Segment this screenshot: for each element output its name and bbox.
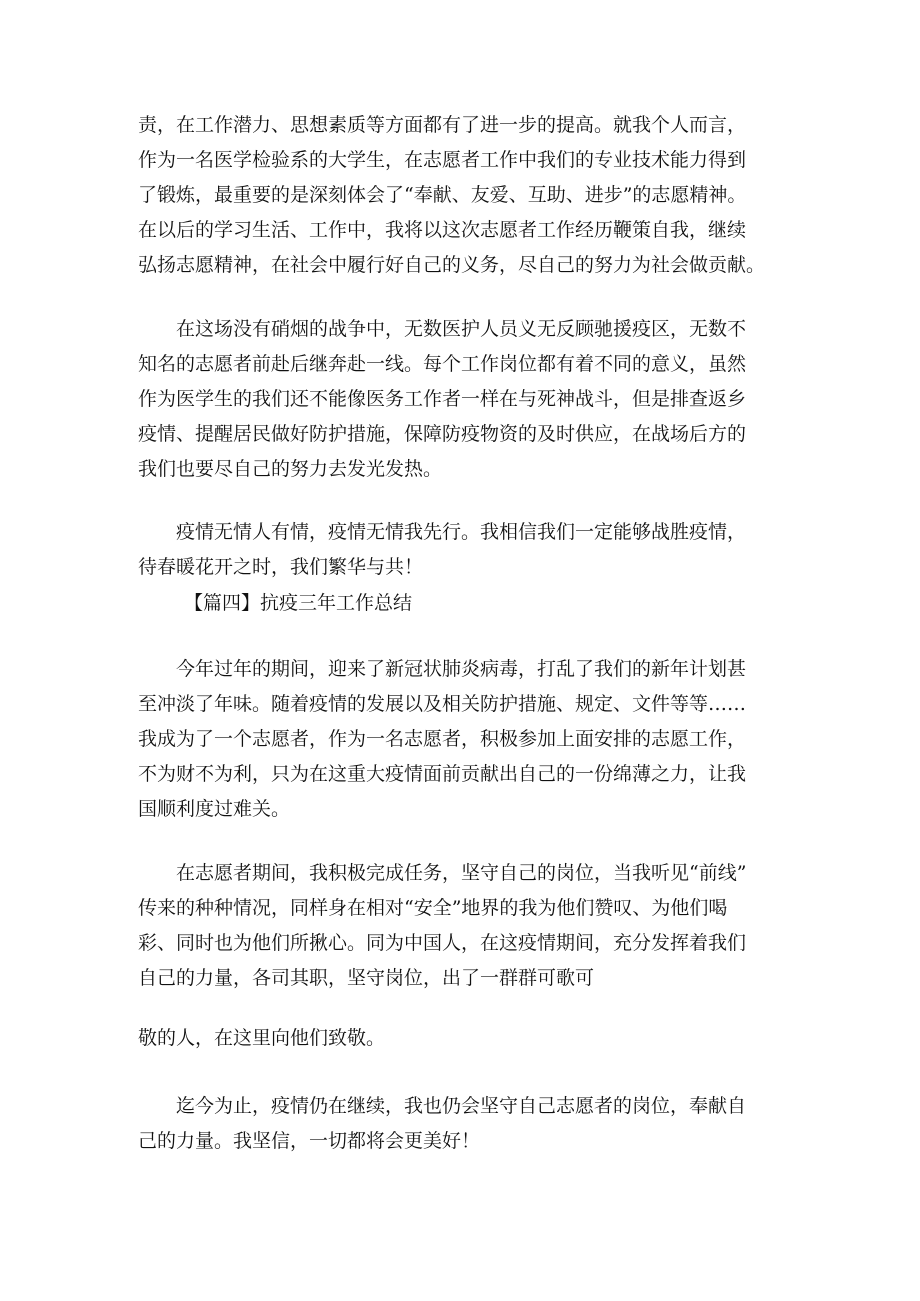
paragraph-spring-hope: [138, 515, 746, 585]
text-line: 了锻炼，最重要的是深刻体会了“奉献、友爱、互助、进步”的志愿精神。: [138, 184, 747, 206]
text-line: 在以后的学习生活、工作中，我将以这次志愿者工作经历鞭策自我，继续: [138, 219, 747, 241]
text-line: 敬的人，在这里向他们致敬。: [138, 1027, 386, 1049]
text-line: 责，在工作潜力、思想素质等方面都有了进一步的提高。就我个人而言，: [138, 114, 747, 136]
paragraph-volunteer-period: [138, 856, 746, 996]
text-line: 彩、同时也为他们所揪心。同为中国人，在这疫情期间，充分发挥着我们: [138, 932, 747, 954]
paragraph-conclusion: [138, 1089, 746, 1159]
text-line: 迄今为止，疫情仍在继续，我也仍会坚守自己志愿者的岗位，奉献自: [176, 1095, 747, 1117]
text-line: 疫情无情人有情，疫情无情我先行。我相信我们一定能够战胜疫情，: [176, 521, 747, 543]
text-line: 我成为了一个志愿者，作为一名志愿者，积极参加上面安排的志愿工作，: [138, 728, 747, 750]
text-line: 己的力量。我坚信，一切都将会更美好！: [138, 1130, 481, 1152]
text-line: 至冲淡了年味。随着疫情的发展以及相关防护措施、规定、文件等等……: [138, 693, 747, 715]
section-heading: 【篇四】抗疫三年工作总结: [184, 592, 413, 614]
paragraph-volunteer-reflection: [138, 108, 765, 283]
text-line: 弘扬志愿精神，在社会中履行好自己的义务，尽自己的努力为社会做贡献。: [138, 254, 766, 276]
text-line: 自己的力量，各司其职，坚守岗位，出了一群群可歌可: [138, 967, 595, 989]
paragraph-tribute: [138, 1021, 385, 1056]
paragraph-new-year: [138, 652, 746, 827]
text-line: 国顺利度过难关。: [138, 798, 291, 820]
text-line: 今年过年的期间，迎来了新冠状肺炎病毒，打乱了我们的新年计划甚: [176, 658, 747, 680]
text-line: 传来的种种情况，同样身在相对“安全”地界的我为他们赞叹、为他们喝: [138, 897, 728, 919]
text-line: 待春暖花开之时，我们繁华与共！: [138, 556, 424, 578]
text-line: 知名的志愿者前赴后继奔赴一线。每个工作岗位都有着不同的意义，虽然: [138, 353, 747, 375]
text-line: 疫情、提醒居民做好防护措施，保障防疫物资的及时供应，在战场后方的: [138, 423, 747, 445]
text-line: 在志愿者期间，我积极完成任务，坚守自己的岗位，当我听见“前线”: [176, 862, 747, 884]
text-line: 作为医学生的我们还不能像医务工作者一样在与死神战斗，但是排查返乡: [138, 388, 747, 410]
text-line: 在这场没有硝烟的战争中，无数医护人员义无反顾驰援疫区，无数不: [176, 318, 747, 340]
text-line: 不为财不为利，只为在这重大疫情面前贡献出自己的一份绵薄之力，让我: [138, 763, 747, 785]
paragraph-war-without-smoke: [138, 312, 746, 487]
text-line: 作为一名医学检验系的大学生，在志愿者工作中我们的专业技术能力得到: [138, 149, 747, 171]
text-line: 我们也要尽自己的努力去发光发热。: [138, 458, 443, 480]
